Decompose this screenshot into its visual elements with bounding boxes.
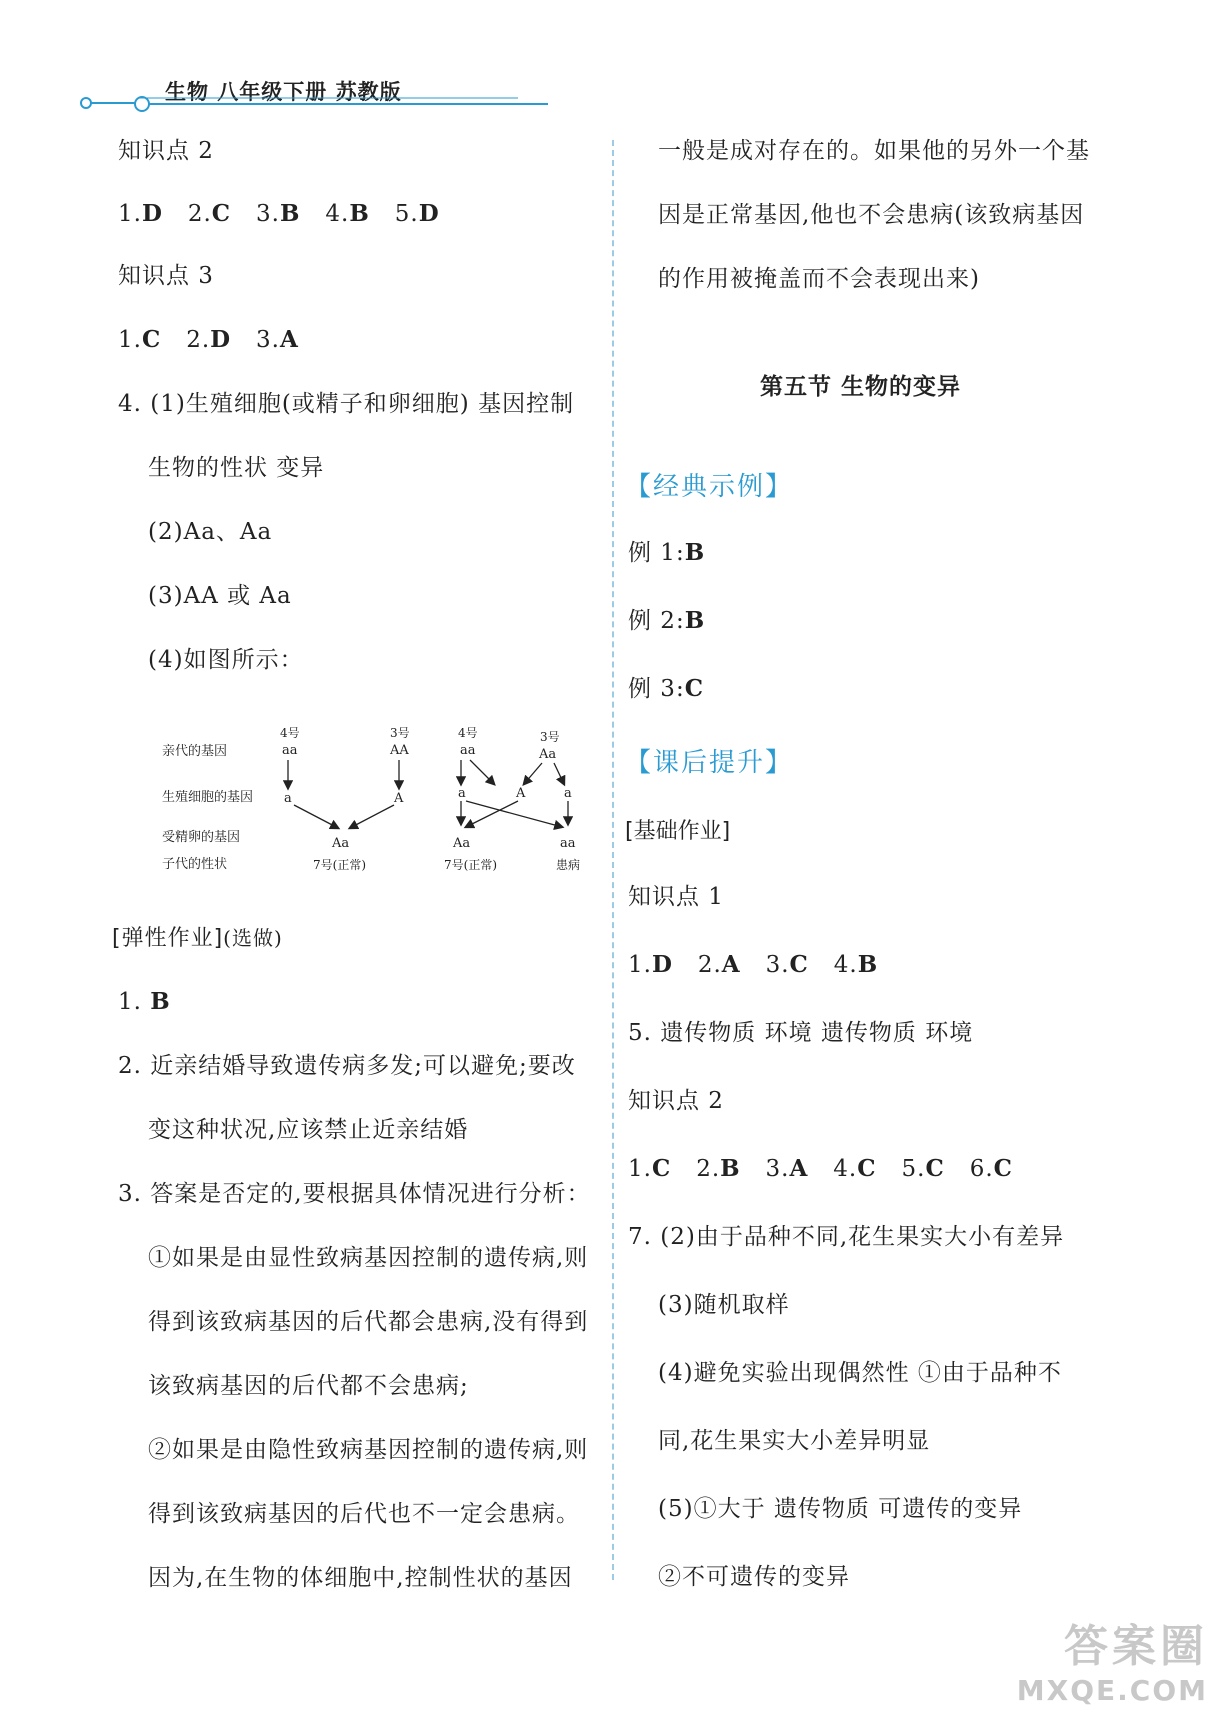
elastic-head-text: [弹性作业] bbox=[112, 926, 224, 951]
answer-letter: B bbox=[150, 988, 171, 1015]
rg-arrow-7 bbox=[466, 801, 518, 827]
example-label: 例 3: bbox=[628, 676, 685, 702]
r-q7-line-2: (3)随机取样 bbox=[658, 1292, 790, 1318]
answer-num: 3. bbox=[765, 1156, 790, 1182]
lg-trait: 7号(正常) bbox=[313, 858, 366, 872]
q4-part-4: (4)如图所示： bbox=[148, 647, 304, 673]
r-kp1-heading: 知识点 1 bbox=[628, 884, 724, 910]
row-label-gamete-genes: 生殖细胞的基因 bbox=[162, 790, 254, 805]
elastic-note: (选做) bbox=[223, 926, 283, 950]
row-label-zygote-genes: 受精卵的基因 bbox=[162, 830, 241, 845]
lg-p1-label: 4号 bbox=[280, 726, 300, 740]
answer-letter: B bbox=[349, 200, 370, 227]
e3-line-7: 因为,在生物的体细胞中,控制性状的基因 bbox=[148, 1565, 573, 1591]
answer-num: 2. bbox=[697, 952, 722, 978]
rg-trait-2: 患病 bbox=[556, 858, 581, 872]
lg-arrow-4 bbox=[350, 805, 394, 828]
lg-zygote: Aa bbox=[332, 836, 350, 851]
r-q7-line-1: 7. (2)由于品种不同,花生果实大小有差异 bbox=[628, 1224, 1065, 1250]
section-title: 第五节 生物的变异 bbox=[760, 374, 962, 400]
lg-arrow-3 bbox=[294, 805, 338, 828]
rg-p1-label: 4号 bbox=[458, 726, 478, 740]
answer-letter: C bbox=[211, 200, 232, 227]
basic-homework-heading: [基础作业] bbox=[625, 819, 731, 844]
inheritance-diagram bbox=[150, 715, 610, 885]
answer-letter: C bbox=[651, 1155, 672, 1182]
answer-num: 6. bbox=[969, 1156, 994, 1182]
lg-p1-gamete: a bbox=[284, 791, 292, 806]
example-label: 例 1: bbox=[628, 540, 685, 566]
answer-letter: C bbox=[684, 675, 705, 702]
answer-num: 5. bbox=[901, 1156, 926, 1182]
header-rule bbox=[78, 92, 548, 116]
elastic-heading bbox=[112, 923, 283, 954]
q4-part-3: (3)AA 或 Aa bbox=[148, 583, 292, 609]
answer-num: 5. bbox=[394, 201, 419, 227]
answer-num: 2. bbox=[187, 201, 212, 227]
answer-letter: A bbox=[789, 1155, 809, 1182]
answer-num: 4. bbox=[325, 201, 350, 227]
r-kp1-answer-row bbox=[628, 950, 878, 980]
kp3-answer-row bbox=[118, 325, 299, 355]
rg-arrow-4 bbox=[554, 763, 564, 784]
rg-zygote-1: Aa bbox=[453, 836, 471, 851]
rg-arrow-6 bbox=[466, 801, 562, 827]
rg-p2-gamete-a: A bbox=[516, 786, 526, 801]
answer-letter: C bbox=[141, 326, 162, 353]
example-1 bbox=[628, 538, 705, 568]
answer-letter: A bbox=[721, 951, 741, 978]
answer-letter: B bbox=[684, 607, 706, 634]
e3-line-1: 3. 答案是否定的,要根据具体情况进行分析： bbox=[118, 1181, 591, 1207]
r-q7-line-3: (4)避免实验出现偶然性 ①由于品种不 bbox=[658, 1360, 1062, 1386]
after-class-heading: 【课后提升】 bbox=[625, 748, 794, 778]
row-label-parent-genes: 亲代的基因 bbox=[162, 744, 228, 759]
e3-line-6: 得到该致病基因的后代也不一定会患病。 bbox=[148, 1501, 580, 1527]
answer-letter: C bbox=[993, 1155, 1013, 1182]
answer-num: 1. bbox=[118, 989, 142, 1015]
q4-line-1: 4. (1)生殖细胞(或精子和卵细胞) 基因控制 bbox=[118, 391, 575, 417]
r-q5: 5. 遗传物质 环境 遗传物质 环境 bbox=[628, 1020, 974, 1046]
answer-letter: D bbox=[651, 951, 673, 978]
lg-p1-gene: aa bbox=[282, 743, 298, 758]
rg-p1-gene: aa bbox=[460, 743, 476, 758]
watermark-line-1: 答案圈 bbox=[1064, 1621, 1208, 1672]
example-3 bbox=[628, 674, 704, 704]
answer-letter: C bbox=[789, 951, 809, 978]
cont-line-2: 因是正常基因,他也不会患病(该致病基因 bbox=[658, 202, 1085, 228]
r-q7-line-5: (5)①大于 遗传物质 可遗传的变异 bbox=[658, 1496, 1023, 1522]
q4-part-2: (2)Aa、Aa bbox=[148, 519, 273, 545]
e3-line-2: ①如果是由显性致病基因控制的遗传病,则 bbox=[148, 1245, 589, 1271]
rg-p2-gamete-b: a bbox=[564, 786, 572, 801]
e3-line-5: ②如果是由隐性致病基因控制的遗传病,则 bbox=[148, 1437, 589, 1463]
e2-line-2: 变这种状况,应该禁止近亲结婚 bbox=[148, 1117, 469, 1143]
answer-letter: A bbox=[280, 326, 299, 353]
e1-row bbox=[118, 987, 171, 1017]
answer-num: 1. bbox=[628, 952, 652, 978]
answer-num: 1. bbox=[628, 1156, 652, 1182]
answer-num: 3. bbox=[256, 327, 280, 353]
e2-line-1: 2. 近亲结婚导致遗传病多发;可以避免;要改 bbox=[118, 1053, 576, 1079]
answer-letter: D bbox=[210, 326, 232, 353]
watermark bbox=[1017, 1610, 1208, 1707]
r-q7-line-4: 同,花生果实大小差异明显 bbox=[658, 1428, 931, 1454]
answer-num: 2. bbox=[186, 327, 211, 353]
rg-p2-label: 3号 bbox=[540, 730, 560, 744]
answer-letter: C bbox=[925, 1155, 945, 1182]
kp3-heading: 知识点 3 bbox=[118, 263, 214, 289]
lg-p2-gene: AA bbox=[390, 743, 409, 758]
answer-letter: D bbox=[141, 200, 163, 227]
answer-letter: B bbox=[720, 1155, 741, 1182]
column-divider bbox=[612, 140, 614, 1580]
answer-num: 3. bbox=[765, 952, 790, 978]
q4-line-2: 生物的性状 变异 bbox=[148, 455, 325, 481]
example-2 bbox=[628, 606, 705, 636]
rg-arrow-3 bbox=[524, 763, 542, 784]
answer-num: 1. bbox=[118, 327, 142, 353]
e3-line-4: 该致病基因的后代都不会患病; bbox=[148, 1373, 469, 1399]
cont-line-1: 一般是成对存在的。如果他的另外一个基 bbox=[658, 138, 1090, 164]
answer-num: 2. bbox=[696, 1156, 721, 1182]
e3-line-3: 得到该致病基因的后代都会患病,没有得到 bbox=[148, 1309, 589, 1335]
r-q7-line-6: ②不可遗传的变异 bbox=[658, 1564, 850, 1590]
answer-letter: B bbox=[280, 200, 301, 227]
rg-zygote-2: aa bbox=[560, 836, 576, 851]
row-label-offspring-trait: 子代的性状 bbox=[162, 857, 228, 872]
answer-letter: C bbox=[857, 1155, 877, 1182]
answer-num: 4. bbox=[833, 1156, 858, 1182]
lg-p2-gamete: A bbox=[394, 791, 404, 806]
answer-letter: D bbox=[418, 200, 440, 227]
watermark-line-2: MXQE.COM bbox=[1016, 1674, 1208, 1707]
answer-num: 4. bbox=[833, 952, 858, 978]
answer-letter: B bbox=[684, 539, 706, 566]
example-label: 例 2: bbox=[628, 608, 685, 634]
page-header-title: 生物 八年级下册 苏教版 bbox=[165, 80, 402, 104]
rg-p2-gene: Aa bbox=[539, 747, 557, 762]
r-kp2-heading: 知识点 2 bbox=[628, 1088, 724, 1114]
answer-num: 3. bbox=[256, 201, 280, 227]
classic-examples-heading: 【经典示例】 bbox=[625, 472, 794, 502]
lg-p2-label: 3号 bbox=[390, 726, 410, 740]
r-kp2-answer-row bbox=[628, 1154, 1013, 1184]
answer-letter: B bbox=[857, 951, 879, 978]
cont-line-3: 的作用被掩盖而不会表现出来) bbox=[658, 266, 980, 292]
kp2-heading: 知识点 2 bbox=[118, 138, 214, 164]
answer-num: 1. bbox=[118, 201, 142, 227]
rg-arrow-2 bbox=[470, 760, 494, 784]
rg-p1-gamete-a: a bbox=[458, 786, 466, 801]
rg-trait-1: 7号(正常) bbox=[444, 858, 497, 872]
kp2-answer-row bbox=[118, 199, 440, 229]
